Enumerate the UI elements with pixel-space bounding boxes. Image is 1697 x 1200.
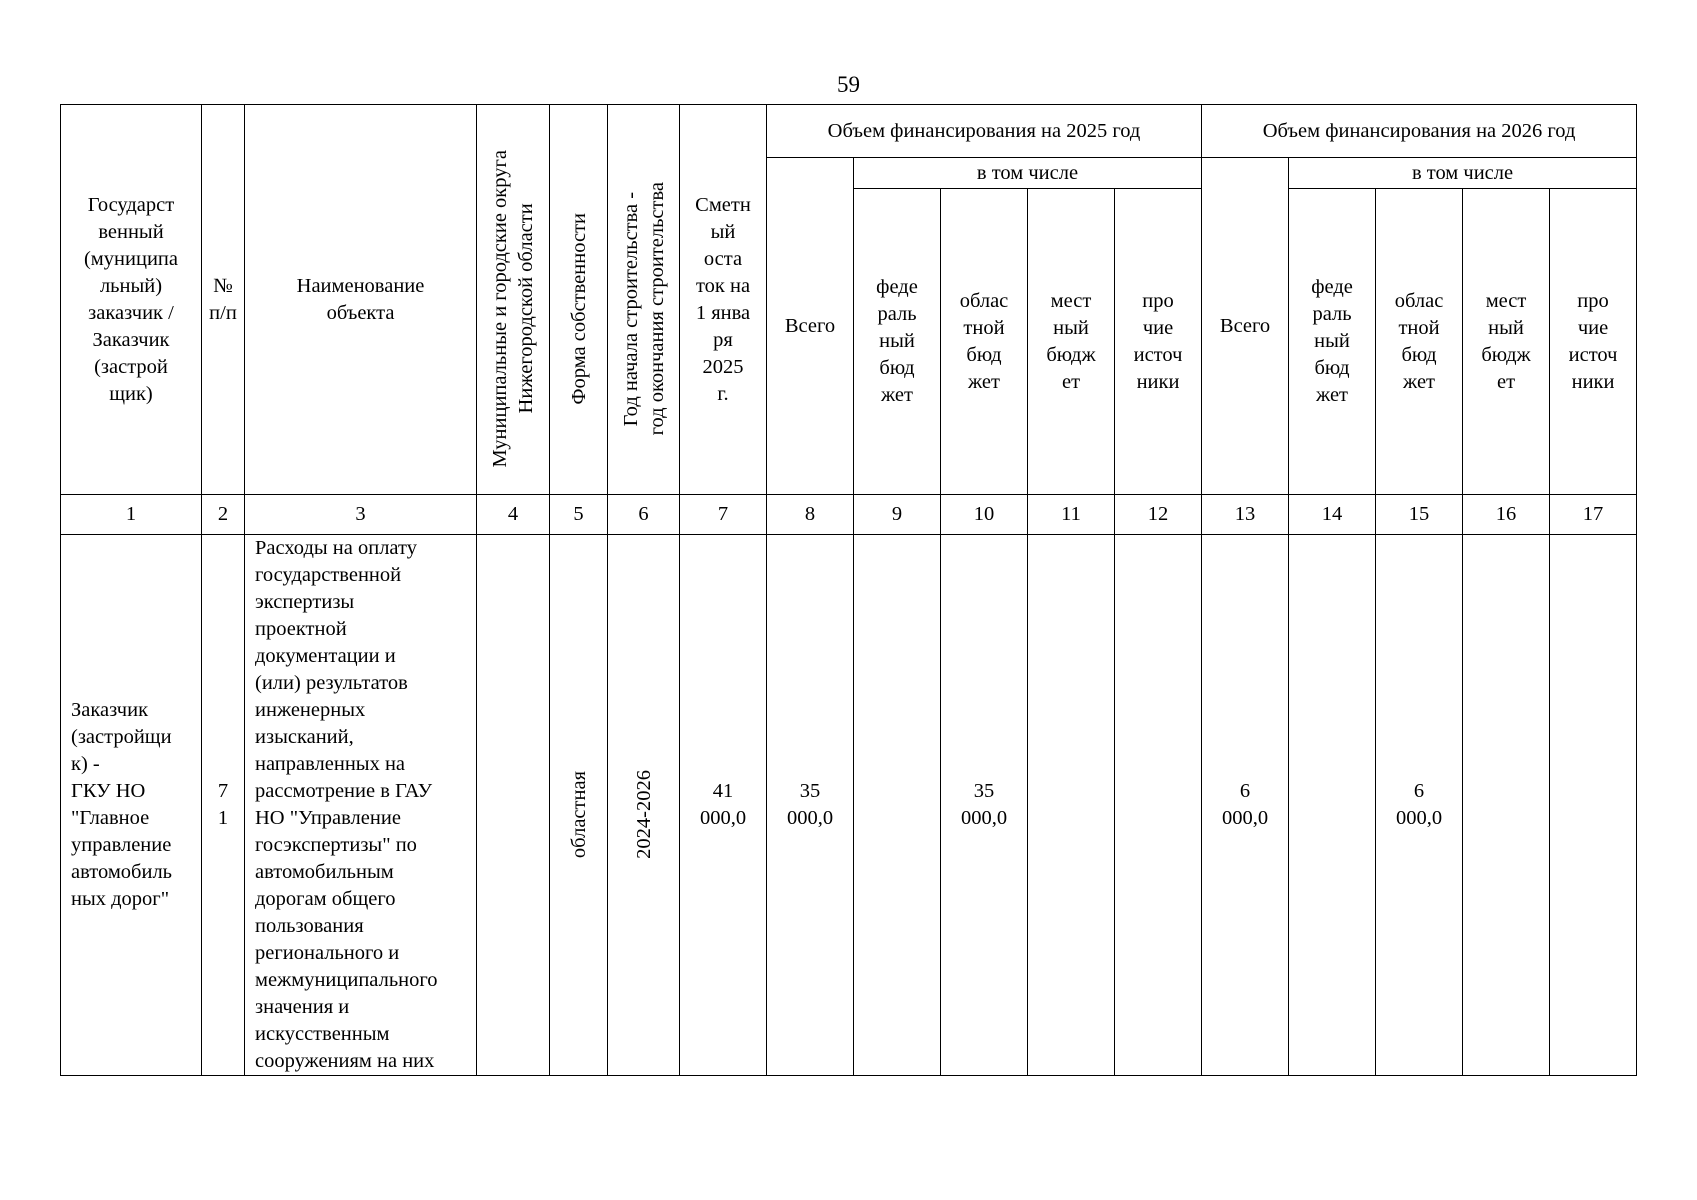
row-regional-2026: 6 000,0: [1376, 535, 1463, 1076]
row-total-2025: 35 000,0: [767, 535, 854, 1076]
column-number: 13: [1202, 495, 1289, 535]
column-number: 5: [550, 495, 608, 535]
row-customer: Заказчик (застройщи к) - ГКУ НО "Главное управление автомобиль ных дорог": [61, 535, 202, 1076]
column-number: 6: [608, 495, 680, 535]
row-number: 7 1: [202, 535, 245, 1076]
header-ownership-text: Форма собственности: [567, 213, 590, 405]
header-estimate: Сметн ый оста ток на 1 янва ря 2025 г.: [680, 105, 767, 495]
header-municipality: [477, 105, 550, 495]
header-customer: Государст венный (муниципа льный) заказчик / Заказчик (застрой щик): [61, 105, 202, 495]
header-total-2025: Всего: [767, 158, 854, 495]
header-years: [608, 105, 680, 495]
row-federal-2026: [1289, 535, 1376, 1076]
column-number: 11: [1028, 495, 1115, 535]
row-years: [608, 535, 680, 1076]
table-row: [61, 535, 1637, 1076]
column-number: 3: [245, 495, 477, 535]
header-federal-2025: феде раль ный бюд жет: [854, 189, 941, 495]
row-estimate: 41 000,0: [680, 535, 767, 1076]
column-number: 16: [1463, 495, 1550, 535]
row-local-2025: [1028, 535, 1115, 1076]
column-number: 1: [61, 495, 202, 535]
header-object-name: Наименование объекта: [245, 105, 477, 495]
financing-table: [60, 104, 1637, 1076]
row-ownership: [550, 535, 608, 1076]
column-number-row: [61, 495, 1637, 535]
row-other-2025: [1115, 535, 1202, 1076]
row-object-name: Расходы на оплату государственной экспертизы проектной документации и (или) результатов инженерных изысканий, направленных на рассмотрение в ГАУ НО "Управление госэкспертизы" по автомобильным дорогам общего пользования регионального и межмуниципального значения и искусственным сооружениям на них: [245, 535, 477, 1076]
header-row-1: [61, 105, 1637, 158]
row-years-text: 2024-2026: [632, 770, 655, 859]
header-ownership: [550, 105, 608, 495]
header-local-2026: мест ный бюдж ет: [1463, 189, 1550, 495]
header-funding-2026: Объем финансирования на 2026 год: [1202, 105, 1637, 158]
header-years-text: Год начала строительства - год окончания строительства: [619, 182, 668, 436]
header-other-2025: про чие источ ники: [1115, 189, 1202, 495]
header-federal-2026: феде раль ный бюд жет: [1289, 189, 1376, 495]
header-municipality-text: Муниципальные и городские округа Нижегородской области: [489, 150, 537, 468]
row-regional-2025: 35 000,0: [941, 535, 1028, 1076]
header-total-2026: Всего: [1202, 158, 1289, 495]
header-including-2026: в том числе: [1289, 158, 1637, 189]
column-number: 2: [202, 495, 245, 535]
column-number: 7: [680, 495, 767, 535]
column-number: 12: [1115, 495, 1202, 535]
column-number: 9: [854, 495, 941, 535]
column-number: 4: [477, 495, 550, 535]
header-including-2025: в том числе: [854, 158, 1202, 189]
header-funding-2025: Объем финансирования на 2025 год: [767, 105, 1202, 158]
row-federal-2025: [854, 535, 941, 1076]
header-local-2025: мест ный бюдж ет: [1028, 189, 1115, 495]
header-other-2026: про чие источ ники: [1550, 189, 1637, 495]
header-regional-2025: облас тной бюд жет: [941, 189, 1028, 495]
column-number: 8: [767, 495, 854, 535]
row-other-2026: [1550, 535, 1637, 1076]
header-number: № п/п: [202, 105, 245, 495]
page-number: 59: [837, 72, 860, 97]
column-number: 15: [1376, 495, 1463, 535]
header-regional-2026: облас тной бюд жет: [1376, 189, 1463, 495]
row-total-2026: 6 000,0: [1202, 535, 1289, 1076]
column-number: 17: [1550, 495, 1637, 535]
column-number: 10: [941, 495, 1028, 535]
row-municipality: [477, 535, 550, 1076]
column-number: 14: [1289, 495, 1376, 535]
row-local-2026: [1463, 535, 1550, 1076]
row-ownership-text: областная: [567, 770, 590, 859]
